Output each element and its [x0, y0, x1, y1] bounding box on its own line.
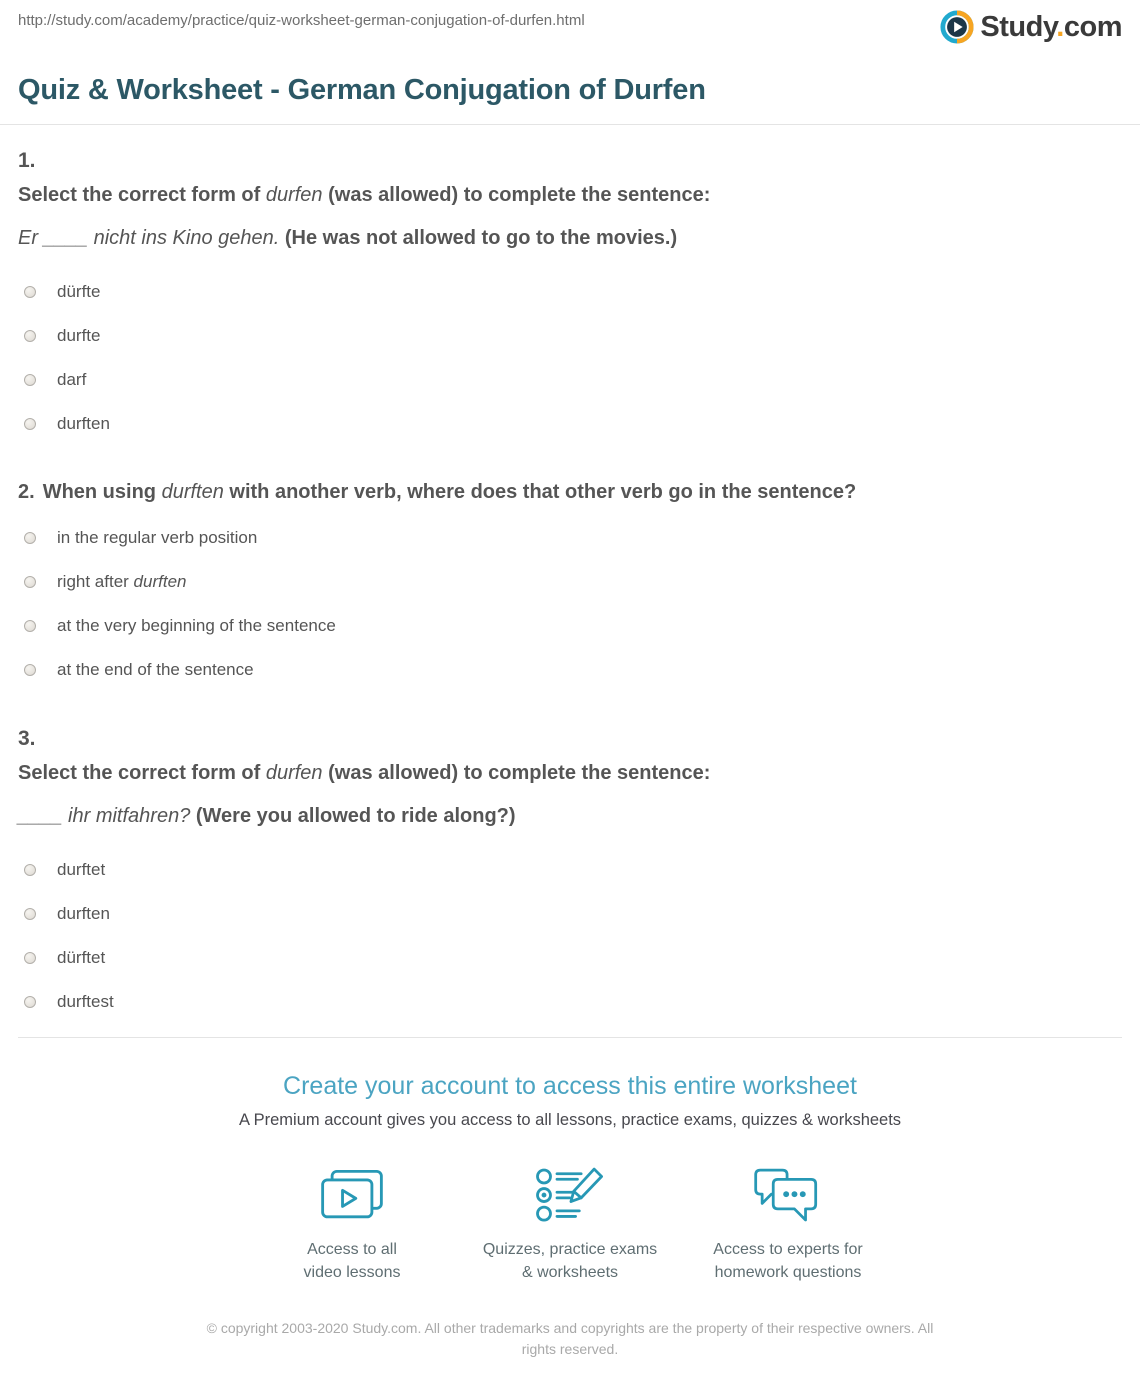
prompt-text: When using — [42, 481, 162, 503]
option-label: durften — [57, 414, 110, 433]
prompt-text: (was allowed) to complete the sentence: — [322, 762, 711, 784]
option-durfte[interactable] — [24, 327, 1122, 344]
prompt-text: Select the correct form of — [18, 762, 266, 784]
option-beginning-of-sentence[interactable] — [24, 617, 1122, 634]
question-3-prompt — [18, 760, 1122, 786]
question-1-options — [24, 283, 1122, 432]
chat-experts-icon — [679, 1164, 897, 1226]
feature-video-lessons — [243, 1164, 461, 1284]
prompt-text: Select the correct form of — [18, 184, 266, 206]
option-durftet-umlaut[interactable] — [24, 949, 1122, 966]
option-label: in the regular verb position — [57, 528, 258, 547]
option-label: darf — [57, 370, 87, 389]
prompt-italic-word: durfen — [265, 184, 323, 206]
radio-button[interactable] — [24, 286, 36, 298]
option-label: durften — [57, 904, 110, 923]
feature-quizzes-worksheets — [461, 1164, 679, 1284]
prompt-text: (was allowed) to complete the sentence: — [322, 184, 711, 206]
question-2-options — [24, 529, 1122, 678]
german-sentence: Er ____ nicht ins Kino gehen. — [18, 227, 280, 249]
option-end-of-sentence[interactable] — [24, 661, 1122, 678]
features-row — [0, 1164, 1140, 1284]
studycom-logo[interactable] — [940, 10, 1122, 44]
cta-section — [0, 1072, 1140, 1284]
option-label: right after durften — [57, 572, 187, 591]
option-label: at the end of the sentence — [57, 660, 254, 679]
english-translation: (Were you allowed to ride along?) — [190, 805, 516, 827]
radio-button[interactable] — [24, 952, 36, 964]
question-2-number: 2. — [18, 481, 35, 503]
option-label: durftest — [57, 992, 114, 1011]
radio-button[interactable] — [24, 664, 36, 676]
cta-divider — [18, 1037, 1122, 1038]
radio-button[interactable] — [24, 374, 36, 386]
page-url: http://study.com/academy/practice/quiz-worksheet-german-conjugation-of-durfen.html — [18, 12, 585, 29]
option-label: at the very beginning of the sentence — [57, 616, 336, 635]
question-2-prompt — [18, 479, 1122, 505]
option-label: dürfte — [57, 282, 101, 301]
question-3-options — [24, 861, 1122, 1010]
option-right-after-durften[interactable] — [24, 573, 1122, 590]
option-durftest[interactable] — [24, 993, 1122, 1010]
question-1 — [18, 149, 1122, 432]
create-account-link[interactable]: Create your account to access this entire worksheet — [283, 1072, 857, 1100]
question-1-number: 1. — [18, 149, 36, 172]
feature-label: Access to all video lessons — [303, 1241, 401, 1282]
question-3-number: 3. — [18, 727, 36, 750]
option-durften[interactable] — [24, 415, 1122, 432]
copyright-notice: © copyright 2003-2020 Study.com. All other trademarks and copyrights are the property of their respective owners. All rights reserved. — [206, 1320, 934, 1357]
prompt-text: with another verb, where does that other verb go in the sentence? — [223, 481, 857, 503]
premium-subheading: A Premium account gives you access to all lessons, practice exams, quizzes & worksheets — [238, 1111, 902, 1129]
quiz-worksheet-icon — [461, 1164, 679, 1226]
option-regular-verb-position[interactable] — [24, 529, 1122, 546]
radio-button[interactable] — [24, 620, 36, 632]
logo-dot: . — [1056, 11, 1064, 43]
question-2 — [18, 479, 1122, 678]
logo-text: Study.com — [980, 11, 1122, 43]
feature-label: Access to experts for homework questions — [713, 1241, 863, 1282]
prompt-italic-word: durften — [161, 481, 224, 503]
german-sentence: ____ ihr mitfahren? — [18, 805, 191, 827]
radio-button[interactable] — [24, 908, 36, 920]
play-circle-icon — [940, 10, 974, 44]
option-label: dürftet — [57, 948, 106, 967]
option-label: durftet — [57, 860, 106, 879]
title-divider — [0, 124, 1140, 125]
feature-homework-experts — [679, 1164, 897, 1284]
english-translation: (He was not allowed to go to the movies.) — [279, 227, 678, 249]
option-durften[interactable] — [24, 905, 1122, 922]
option-durfte-umlaut[interactable] — [24, 283, 1122, 300]
radio-button[interactable] — [24, 864, 36, 876]
radio-button[interactable] — [24, 996, 36, 1008]
radio-button[interactable] — [24, 330, 36, 342]
question-1-prompt — [18, 182, 1122, 208]
option-durftet[interactable] — [24, 861, 1122, 878]
question-3 — [18, 727, 1122, 1010]
radio-button[interactable] — [24, 576, 36, 588]
question-1-sentence — [18, 227, 1122, 250]
question-3-sentence — [18, 805, 1122, 828]
radio-button[interactable] — [24, 418, 36, 430]
page-title: Quiz & Worksheet - German Conjugation of Durfen — [18, 74, 706, 106]
prompt-italic-word: durfen — [265, 762, 323, 784]
radio-button[interactable] — [24, 532, 36, 544]
option-label: durfte — [57, 326, 101, 345]
page-header — [0, 0, 1140, 48]
feature-label: Quizzes, practice exams & worksheets — [482, 1241, 658, 1282]
video-lessons-icon — [243, 1164, 461, 1226]
option-darf[interactable] — [24, 371, 1122, 388]
